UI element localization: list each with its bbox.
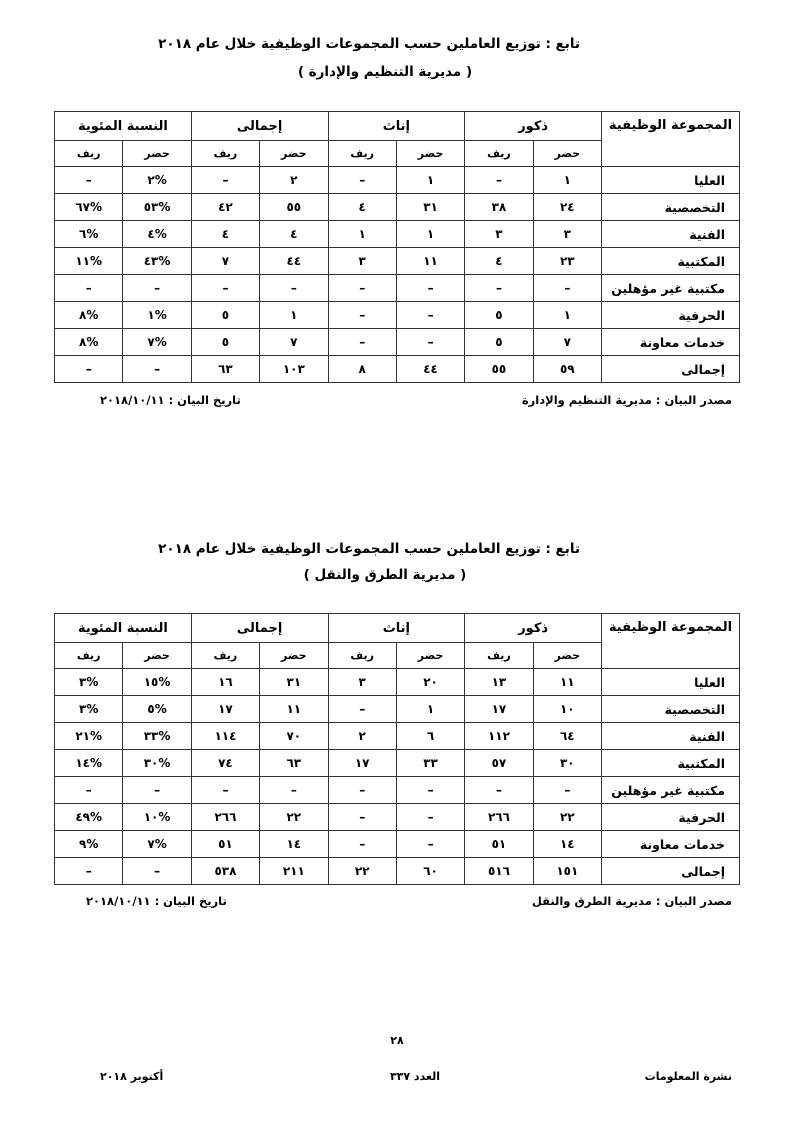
header-percent: النسبة المئوية [55, 614, 192, 643]
table-cell: ٢ [260, 167, 328, 194]
table-cell: – [396, 275, 464, 302]
table-cell: %٢١ [55, 723, 123, 750]
table-cell: – [260, 275, 328, 302]
table-cell: ٥٥ [465, 356, 533, 383]
table-cell: – [396, 302, 464, 329]
table-cell: ١ [396, 221, 464, 248]
table-cell: – [328, 275, 396, 302]
table-cell: ٧ [533, 329, 601, 356]
row-group-name: خدمات معاونة [602, 329, 740, 356]
section-1-title: تابع : توزيع العاملين حسب المجموعات الوظيفية خلال عام ٢٠١٨ [158, 36, 580, 52]
table-cell: %٩ [55, 831, 123, 858]
table-cell: ١٦ [191, 669, 259, 696]
table-cell: %٨ [55, 329, 123, 356]
table-row [55, 723, 740, 750]
table-cell: – [328, 777, 396, 804]
table-cell: ٥٣٨ [191, 858, 259, 885]
table-cell: ٤ [328, 194, 396, 221]
table-row [55, 831, 740, 858]
table-cell: ١١ [396, 248, 464, 275]
table-cell: ١١٢ [465, 723, 533, 750]
row-group-name: إجمالى [602, 356, 740, 383]
table-cell: ١٧ [465, 696, 533, 723]
table-cell: ٤ [465, 248, 533, 275]
table-row [55, 329, 740, 356]
table-cell: ٢ [328, 723, 396, 750]
table-cell: ١٧ [191, 696, 259, 723]
table-cell: %١ [123, 302, 191, 329]
table-cell: – [328, 696, 396, 723]
table-cell: ٢٦٦ [465, 804, 533, 831]
table-cell: ٤٤ [396, 356, 464, 383]
row-group-name: مكتبية غير مؤهلين [602, 777, 740, 804]
table-cell: – [328, 302, 396, 329]
sub-rural: ريف [465, 141, 533, 167]
table-cell: ٣ [328, 669, 396, 696]
table-cell: ٧٤ [191, 750, 259, 777]
table-cell: – [465, 167, 533, 194]
section-1-source: مصدر البيان : مديرية التنظيم والإدارة [521, 393, 732, 407]
row-group-name: الحرفية [602, 804, 740, 831]
section-2-date: تاريخ البيان : ٢٠١٨/١٠/١١ [86, 894, 227, 908]
table-row [55, 356, 740, 383]
table-cell: ١٠٣ [260, 356, 328, 383]
sub-rural: ريف [55, 141, 123, 167]
table-row [55, 669, 740, 696]
header-percent: النسبة المئوية [55, 112, 192, 141]
row-group-name: العليا [602, 669, 740, 696]
header-males: ذكور [465, 614, 602, 643]
table-cell: ٣١ [396, 194, 464, 221]
row-group-name: الحرفية [602, 302, 740, 329]
table-cell: ٥ [465, 329, 533, 356]
section-1-table [54, 111, 740, 383]
table-cell: – [191, 777, 259, 804]
table-cell: – [123, 356, 191, 383]
table-header-row [55, 614, 740, 643]
table-cell: – [55, 275, 123, 302]
table-cell: – [55, 777, 123, 804]
table-cell: ٢٣ [533, 248, 601, 275]
table-cell: %٦ [55, 221, 123, 248]
table-row [55, 804, 740, 831]
table-cell: – [55, 858, 123, 885]
table-cell: ٢٢ [533, 804, 601, 831]
table-cell: ٦٣ [260, 750, 328, 777]
table-cell: ١ [328, 221, 396, 248]
table-cell: ٨ [328, 356, 396, 383]
table-cell: ٤٢ [191, 194, 259, 221]
table-cell: ٣ [533, 221, 601, 248]
table-cell: ٥١ [191, 831, 259, 858]
table-row [55, 248, 740, 275]
row-group-name: المكتبية [602, 750, 740, 777]
table-cell: %٧ [123, 329, 191, 356]
table-cell: ٧ [191, 248, 259, 275]
table-row [55, 275, 740, 302]
table-cell: %٢ [123, 167, 191, 194]
table-row [55, 696, 740, 723]
table-cell: – [191, 167, 259, 194]
table-cell: – [123, 777, 191, 804]
table-row [55, 167, 740, 194]
table-cell: %١٤ [55, 750, 123, 777]
table-cell: ١١ [260, 696, 328, 723]
table-cell: ١٤ [533, 831, 601, 858]
sub-rural: ريف [465, 643, 533, 669]
table-cell: ٦ [396, 723, 464, 750]
table-cell: – [260, 777, 328, 804]
table-cell: ١٧ [328, 750, 396, 777]
header-group: المجموعة الوظيفية [602, 614, 740, 669]
table-cell: ٣١ [260, 669, 328, 696]
table-cell: %٤ [123, 221, 191, 248]
table-cell: ٢٠ [396, 669, 464, 696]
table-cell: ١ [533, 302, 601, 329]
table-cell: %٣٠ [123, 750, 191, 777]
row-group-name: التخصصية [602, 194, 740, 221]
table-cell: ٥١٦ [465, 858, 533, 885]
table-cell: – [123, 858, 191, 885]
table-cell: – [465, 275, 533, 302]
table-cell: %٥٣ [123, 194, 191, 221]
sub-urban: حضر [396, 643, 464, 669]
table-cell: ٢٦٦ [191, 804, 259, 831]
row-group-name: مكتبية غير مؤهلين [602, 275, 740, 302]
sub-rural: ريف [191, 643, 259, 669]
sub-rural: ريف [328, 643, 396, 669]
table-cell: %٤٣ [123, 248, 191, 275]
table-cell: %١١ [55, 248, 123, 275]
row-group-name: إجمالى [602, 858, 740, 885]
table-cell: – [55, 356, 123, 383]
table-row [55, 777, 740, 804]
table-cell: ٧ [260, 329, 328, 356]
table-cell: ٥٧ [465, 750, 533, 777]
table-cell: ١ [396, 167, 464, 194]
table-cell: – [55, 167, 123, 194]
table-cell: ١ [396, 696, 464, 723]
row-group-name: الفنية [602, 221, 740, 248]
sub-rural: ريف [191, 141, 259, 167]
table-cell: ٢٢ [328, 858, 396, 885]
section-2-source: مصدر البيان : مديرية الطرق والنقل [531, 894, 732, 908]
table-cell: – [396, 777, 464, 804]
table-cell: %١٥ [123, 669, 191, 696]
section-2-title: تابع : توزيع العاملين حسب المجموعات الوظيفية خلال عام ٢٠١٨ [158, 541, 580, 557]
table-cell: – [123, 275, 191, 302]
footer-publication: نشرة المعلومات [644, 1070, 732, 1083]
table-cell: – [396, 329, 464, 356]
header-females: إناث [328, 112, 465, 141]
table-cell: ٥ [465, 302, 533, 329]
sub-rural: ريف [328, 141, 396, 167]
table-cell: ٥ [191, 302, 259, 329]
table-row [55, 858, 740, 885]
table-cell: ٢٢ [260, 804, 328, 831]
table-cell: – [533, 275, 601, 302]
table-cell: – [533, 777, 601, 804]
table-cell: %٤٩ [55, 804, 123, 831]
table-cell: ٤ [191, 221, 259, 248]
table-row [55, 194, 740, 221]
table-cell: ٣ [328, 248, 396, 275]
table-cell: ٣ [465, 221, 533, 248]
table-cell: %٨ [55, 302, 123, 329]
table-cell: ١ [260, 302, 328, 329]
header-males: ذكور [465, 112, 602, 141]
table-cell: %٣٣ [123, 723, 191, 750]
table-cell: ٣٠ [533, 750, 601, 777]
page-number: ٢٨ [390, 1034, 404, 1047]
header-group: المجموعة الوظيفية [602, 112, 740, 167]
section-2-table [54, 613, 740, 885]
table-cell: ١١ [533, 669, 601, 696]
table-cell: ٥٥ [260, 194, 328, 221]
sub-rural: ريف [55, 643, 123, 669]
table-cell: – [328, 831, 396, 858]
table-cell: ٣٣ [396, 750, 464, 777]
table-cell: ٥١ [465, 831, 533, 858]
table-row [55, 221, 740, 248]
table-cell: %٦٧ [55, 194, 123, 221]
table-cell: ٦٠ [396, 858, 464, 885]
table-cell: %٣ [55, 669, 123, 696]
table-cell: ٥ [191, 329, 259, 356]
table-cell: ٤٤ [260, 248, 328, 275]
sub-urban: حضر [396, 141, 464, 167]
table-cell: ٣٨ [465, 194, 533, 221]
header-total: إجمالى [191, 614, 328, 643]
table-cell: – [328, 167, 396, 194]
table-cell: %٣ [55, 696, 123, 723]
sub-urban: حضر [533, 643, 601, 669]
row-group-name: العليا [602, 167, 740, 194]
table-cell: %٧ [123, 831, 191, 858]
row-group-name: خدمات معاونة [602, 831, 740, 858]
row-group-name: المكتبية [602, 248, 740, 275]
table-cell: – [328, 329, 396, 356]
table-cell: – [465, 777, 533, 804]
table-cell: ١٠ [533, 696, 601, 723]
table-cell: – [191, 275, 259, 302]
table-cell: ٥٩ [533, 356, 601, 383]
table-cell: %١٠ [123, 804, 191, 831]
section-2-subtitle: ( مديرية الطرق والنقل ) [303, 567, 467, 583]
sub-urban: حضر [123, 141, 191, 167]
table-cell: ١٣ [465, 669, 533, 696]
table-row [55, 750, 740, 777]
table-cell: %٥ [123, 696, 191, 723]
table-cell: ٧٠ [260, 723, 328, 750]
table-cell: ١ [533, 167, 601, 194]
row-group-name: التخصصية [602, 696, 740, 723]
footer-month: أكتوبر ٢٠١٨ [100, 1070, 164, 1083]
section-1-date: تاريخ البيان : ٢٠١٨/١٠/١١ [100, 393, 241, 407]
table-cell: ١٤ [260, 831, 328, 858]
table-cell: ٦٣ [191, 356, 259, 383]
sub-urban: حضر [260, 643, 328, 669]
table-cell: ٢٤ [533, 194, 601, 221]
section-2-body [55, 669, 740, 885]
sub-urban: حضر [533, 141, 601, 167]
table-cell: – [328, 804, 396, 831]
footer-issue: العدد ٣٣٧ [389, 1070, 441, 1083]
sub-urban: حضر [123, 643, 191, 669]
table-cell: ١٥١ [533, 858, 601, 885]
table-cell: ٢١١ [260, 858, 328, 885]
table-header-row [55, 112, 740, 141]
section-1-body [55, 167, 740, 383]
header-females: إناث [328, 614, 465, 643]
section-1-subtitle: ( مديرية التنظيم والإدارة ) [297, 64, 473, 80]
sub-urban: حضر [260, 141, 328, 167]
table-cell: ٦٤ [533, 723, 601, 750]
table-cell: – [396, 804, 464, 831]
table-row [55, 302, 740, 329]
row-group-name: الفنية [602, 723, 740, 750]
table-cell: – [396, 831, 464, 858]
table-cell: ١١٤ [191, 723, 259, 750]
header-total: إجمالى [191, 112, 328, 141]
table-cell: ٤ [260, 221, 328, 248]
